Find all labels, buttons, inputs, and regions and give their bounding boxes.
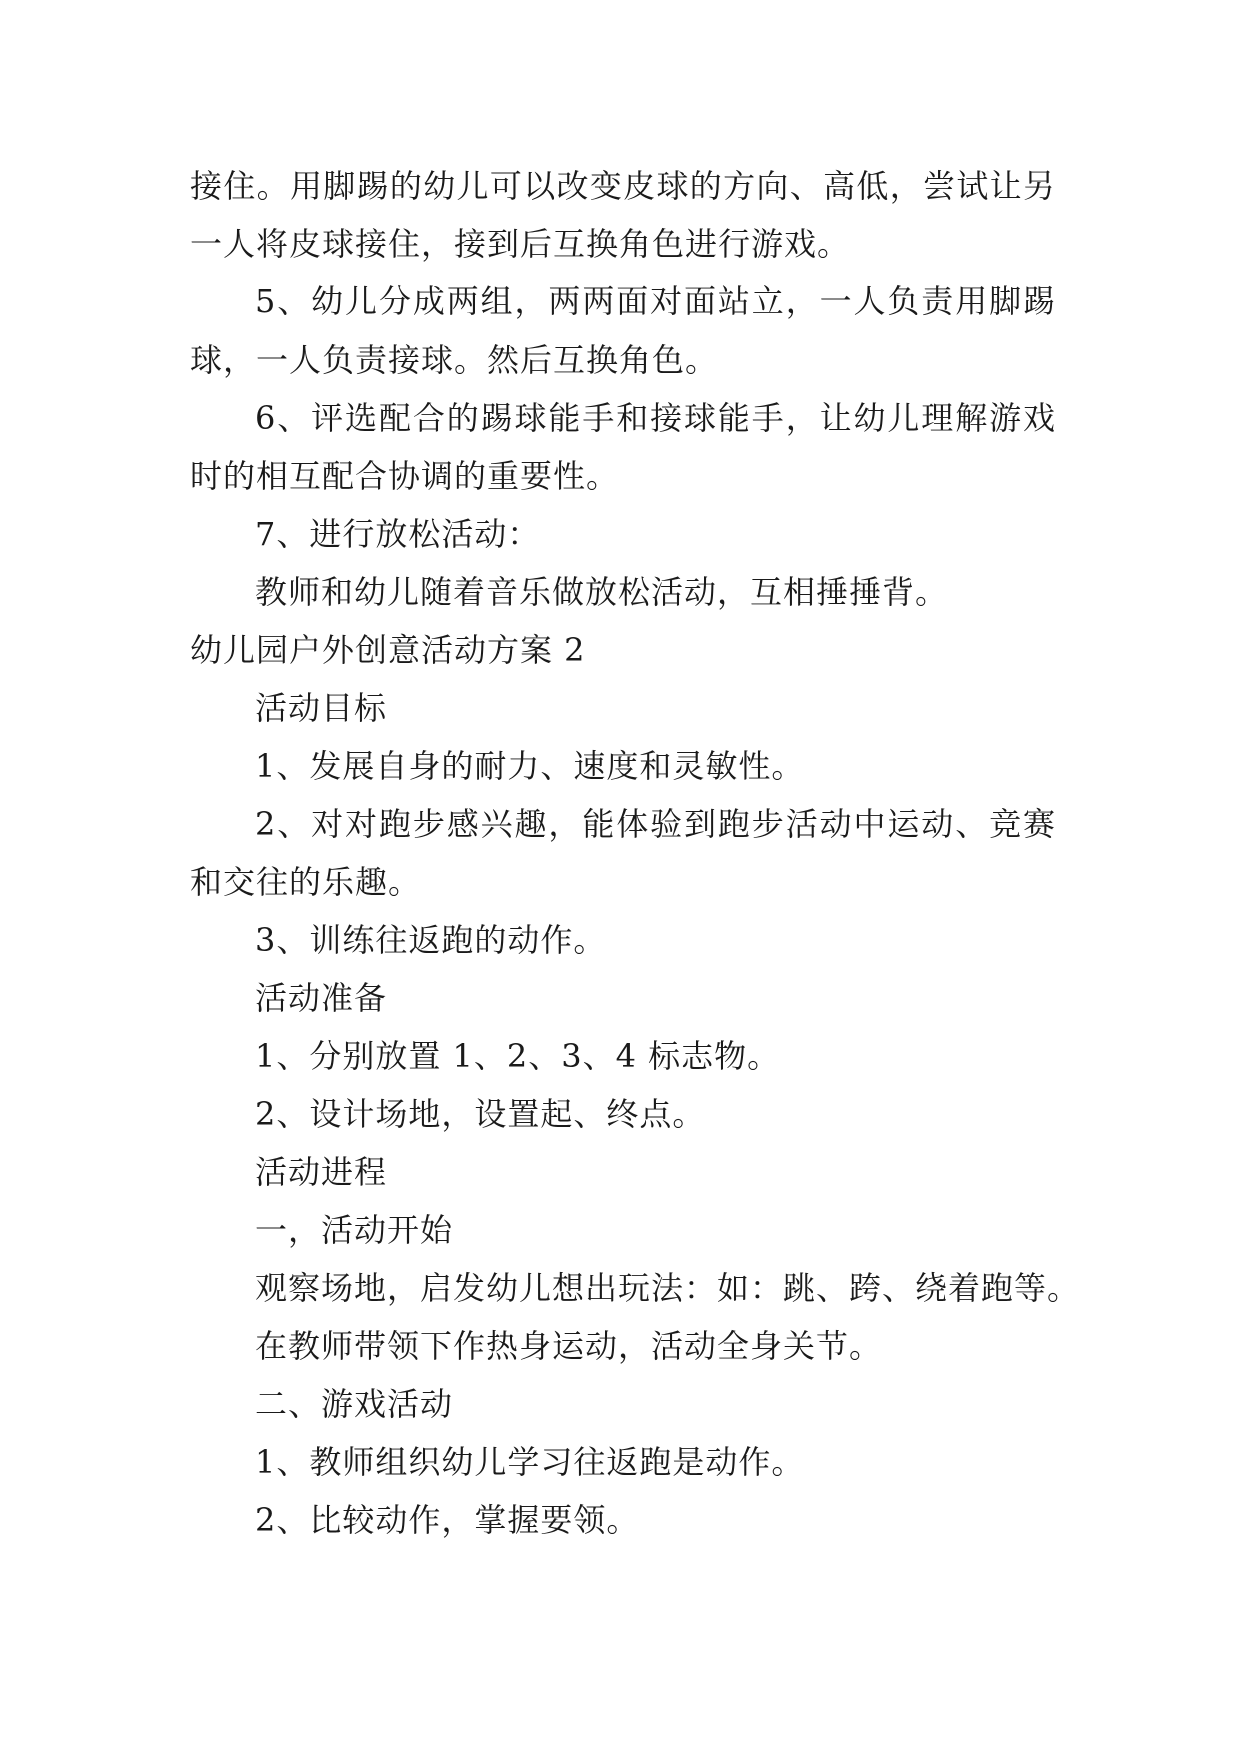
list-item: 2、对对跑步感兴趣，能体验到跑步活动中运动、竞赛 [255, 805, 1055, 843]
list-item: 5、幼儿分成两组，两两面对面站立，一人负责用脚踢 [255, 282, 1055, 320]
subheading: 活动进程 [255, 1153, 388, 1191]
paragraph-line: 一人将皮球接住，接到后互换角色进行游戏。 [190, 225, 851, 263]
list-item: 3、训练往返跑的动作。 [255, 921, 607, 959]
list-item: 7、进行放松活动： [255, 515, 541, 553]
subheading: 活动目标 [255, 689, 388, 727]
list-item: 1、分别放置 1、2、3、4 标志物。 [255, 1037, 781, 1075]
section-title: 幼儿园户外创意活动方案 2 [190, 631, 586, 669]
paragraph-line: 教师和幼儿随着音乐做放松活动，互相捶捶背。 [255, 573, 949, 611]
paragraph-line: 和交往的乐趣。 [190, 863, 422, 901]
list-item: 2、设计场地，设置起、终点。 [255, 1095, 706, 1133]
paragraph-line: 观察场地，启发幼儿想出玩法：如：跳、跨、绕着跑等。 [255, 1269, 1081, 1307]
list-item: 1、发展自身的耐力、速度和灵敏性。 [255, 747, 805, 785]
subheading: 二、游戏活动 [255, 1385, 454, 1423]
paragraph-line: 接住。用脚踢的幼儿可以改变皮球的方向、高低，尝试让另 [190, 167, 1055, 205]
list-item: 6、评选配合的踢球能手和接球能手，让幼儿理解游戏 [255, 399, 1055, 437]
paragraph-line: 在教师带领下作热身运动，活动全身关节。 [255, 1327, 883, 1365]
paragraph-line: 球，一人负责接球。然后互换角色。 [190, 341, 719, 379]
list-item: 2、比较动作，掌握要领。 [255, 1501, 640, 1539]
paragraph-line: 时的相互配合协调的重要性。 [190, 457, 620, 495]
subheading: 活动准备 [255, 979, 388, 1017]
subheading: 一，活动开始 [255, 1211, 454, 1249]
list-item: 1、教师组织幼儿学习往返跑是动作。 [255, 1443, 805, 1481]
